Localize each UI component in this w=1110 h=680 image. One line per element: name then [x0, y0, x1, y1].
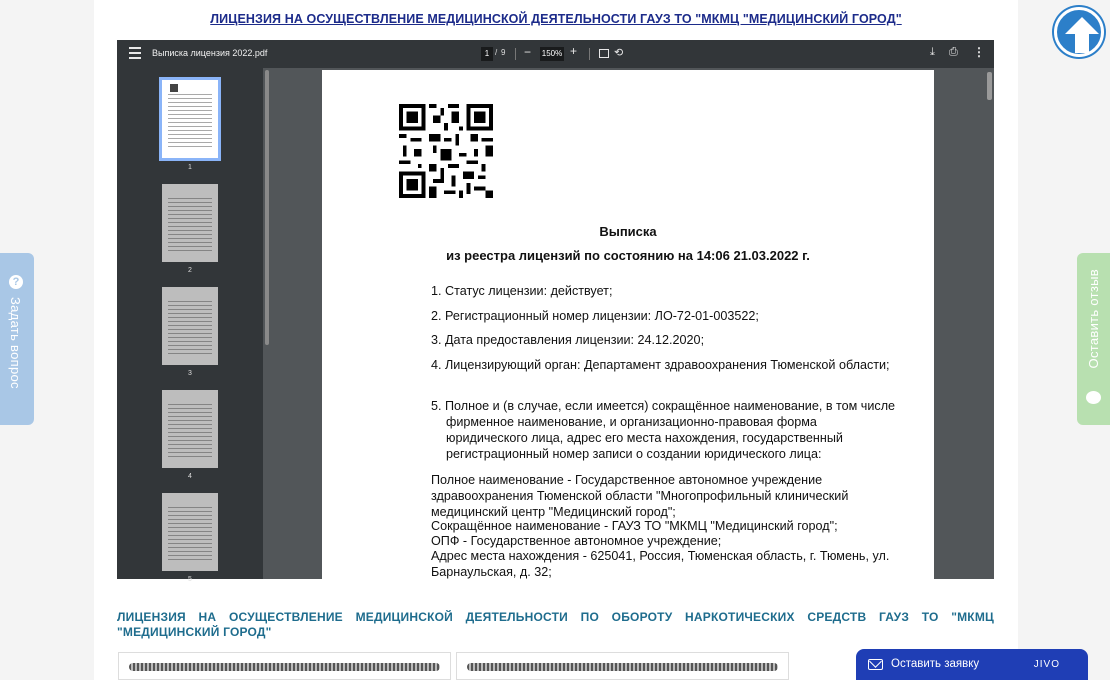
fit-page-icon[interactable] — [599, 49, 609, 58]
license-scan-image[interactable] — [118, 652, 451, 680]
thumbnail-label: 1 — [188, 164, 192, 171]
license-scan-image[interactable] — [456, 652, 789, 680]
document-opf: ОПФ - Государственное автономное учреждение; — [431, 534, 722, 548]
ask-question-tab[interactable] — [0, 253, 34, 425]
page-thumbnail[interactable] — [162, 184, 218, 262]
rotate-icon[interactable]: ⟲ — [614, 47, 624, 59]
document-subtitle: из реестра лицензий по состоянию на 14:06 21.03.2022 г. — [446, 248, 810, 263]
page-thumbnail[interactable] — [162, 390, 218, 468]
page-thumbnail[interactable] — [162, 493, 218, 571]
narcotics-license-title: ЛИЦЕНЗИЯ НА ОСУЩЕСТВЛЕНИЕ МЕДИЦИНСКОЙ ДЕЯТЕЛЬНОСТИ ПО ОБОРОТУ НАРКОТИЧЕСКИХ СРЕДСТВ ГАУЗ ТО "МКМЦ "МЕДИЦИНСКИЙ ГОРОД" — [117, 610, 994, 639]
chat-bubble-icon — [1086, 391, 1101, 404]
page-separator: / — [495, 48, 498, 57]
toolbar-divider — [515, 48, 516, 60]
thumbnail-label: 5 — [188, 576, 192, 583]
document-item-reg-number: 2. Регистрационный номер лицензии: ЛО-72-01-003522; — [431, 309, 759, 323]
print-icon[interactable]: ⎙ — [949, 46, 958, 58]
document-item-date: 3. Дата предоставления лицензии: 24.12.2020; — [431, 333, 705, 347]
qr-code-icon — [399, 104, 493, 198]
page-thumbnail[interactable] — [162, 80, 218, 158]
page-total: 9 — [501, 48, 506, 57]
qr-thumb-icon — [170, 84, 178, 92]
thumbnail-label: 3 — [188, 370, 192, 377]
question-icon: ? — [9, 275, 23, 289]
jivo-logo: JIVO — [1033, 659, 1060, 670]
send-request-button[interactable] — [856, 649, 1088, 680]
document-item-authority: 4. Лицензирующий орган: Департамент здравоохранения Тюменской области; — [431, 358, 890, 372]
leave-review-tab[interactable] — [1077, 253, 1110, 425]
page-thumbnail[interactable] — [162, 287, 218, 365]
toolbar-divider — [589, 48, 590, 60]
more-options-icon[interactable]: ⋮ — [973, 45, 985, 59]
download-icon[interactable]: ⤓ — [930, 46, 935, 58]
ask-question-label: Задать вопрос — [8, 297, 23, 389]
page-scrollbar[interactable] — [987, 72, 992, 100]
zoom-input[interactable]: 150% — [540, 47, 564, 61]
thumbnail-scrollbar[interactable] — [265, 70, 269, 345]
pdf-page — [322, 70, 934, 590]
pdf-toolbar — [117, 40, 994, 68]
document-short-name: Сокращённое наименование - ГАУЗ ТО "МКМЦ "Медицинский город"; — [431, 519, 838, 533]
leave-review-label: Оставить отзыв — [1086, 269, 1101, 369]
document-item-status: 1. Статус лицензии: действует; — [431, 284, 613, 298]
document-title: Выписка — [599, 224, 657, 239]
document-full-name: Полное наименование - Государственное автономное учреждение здравоохранения Тюменской области "Многопрофильный клинический медицинский центр "Медицинский город"; — [431, 473, 849, 519]
pdf-viewer[interactable] — [117, 40, 994, 583]
pdf-filename: Выписка лицензия 2022.pdf — [152, 48, 268, 58]
thumbnail-label: 2 — [188, 267, 192, 274]
document-item-names: 5. Полное и (в случае, если имеется) сокращённое наименование, в том числе фирменное наименование, и организационно-правовая форма юридического лица, адрес его места нахождения, государственный регистрационный номер записи о создании юридического лица: — [431, 399, 896, 461]
arrow-up-icon — [1065, 17, 1099, 53]
zoom-in-button[interactable]: + — [570, 44, 578, 58]
page-number-input[interactable]: 1 — [481, 47, 493, 61]
scroll-to-top-button[interactable] — [1054, 7, 1104, 57]
zoom-out-button[interactable]: − — [524, 45, 532, 59]
thumbnail-sidebar — [117, 68, 263, 583]
menu-icon[interactable] — [129, 47, 141, 61]
mail-icon — [868, 659, 883, 670]
send-request-label: Оставить заявку — [891, 658, 980, 670]
document-address: Адрес места нахождения - 625041, Россия, Тюменская область, г. Тюмень, ул. Барнаульская, д. 32; — [431, 549, 890, 579]
license-title-link[interactable]: ЛИЦЕНЗИЯ НА ОСУЩЕСТВЛЕНИЕ МЕДИЦИНСКОЙ ДЕЯТЕЛЬНОСТИ ГАУЗ ТО "МКМЦ "МЕДИЦИНСКИЙ ГОРОД" — [210, 12, 902, 26]
thumbnail-label: 4 — [188, 473, 192, 480]
